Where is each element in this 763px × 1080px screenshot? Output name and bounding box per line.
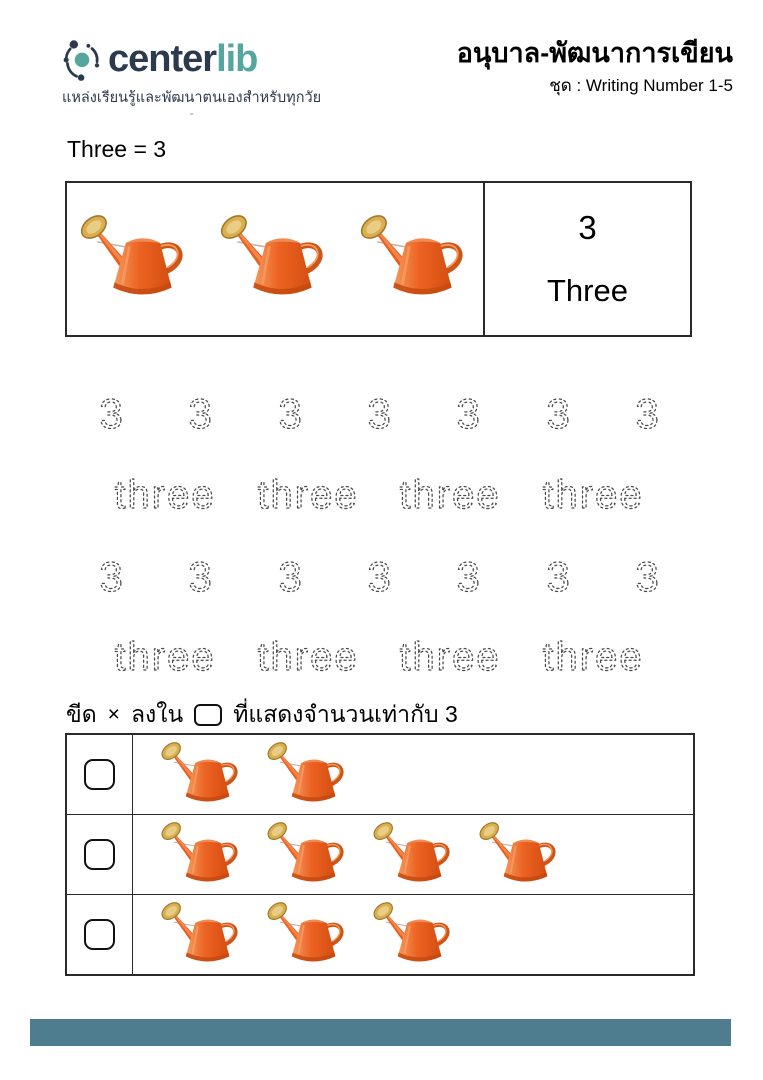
svg-text:3: 3 <box>99 390 123 437</box>
answer-checkbox-3[interactable] <box>84 919 115 950</box>
footer-bar <box>30 1019 731 1046</box>
trace-word <box>523 620 663 686</box>
cross-mark: × <box>107 703 120 726</box>
watering-can-image <box>155 899 249 971</box>
logo-block <box>62 36 322 120</box>
svg-text:three: three <box>399 473 501 517</box>
svg-text:3: 3 <box>456 553 480 600</box>
trace-number <box>79 545 143 603</box>
trace-number <box>526 545 590 603</box>
brand-name <box>108 40 257 78</box>
instruction-part3: ที่แสดงจำนวนเท่ากับ 3 <box>233 701 458 727</box>
trace-word <box>95 620 235 686</box>
checkbox-cell <box>67 735 133 814</box>
watering-can-image <box>155 739 249 811</box>
watering-can-image <box>212 211 338 307</box>
svg-text:3: 3 <box>545 553 570 600</box>
checkbox-cell <box>67 815 133 894</box>
instruction-part2: ลงใน <box>130 701 184 727</box>
svg-text:3: 3 <box>188 390 213 437</box>
trace-number <box>168 382 232 440</box>
trace-number-row-2 <box>65 545 693 603</box>
svg-text:3: 3 <box>188 553 213 600</box>
example-box <box>65 181 692 337</box>
instruction-part1: ขีด <box>66 701 97 727</box>
logo-tagline: แหล่งเรียนรู้และพัฒนาตนเองสำหรับทุกวัย <box>62 90 322 106</box>
watering-can-image <box>473 819 567 891</box>
example-answer-cell <box>483 183 690 335</box>
trace-word <box>238 458 378 524</box>
svg-text:3: 3 <box>367 553 391 600</box>
lesson-heading: Three = 3 <box>67 136 167 162</box>
watering-can-image <box>352 211 478 307</box>
watering-can-image <box>261 819 355 891</box>
svg-text:3: 3 <box>635 390 659 437</box>
svg-text:three: three <box>257 473 359 517</box>
activity-table <box>65 733 695 976</box>
trace-number <box>258 382 322 440</box>
trace-number <box>526 382 590 440</box>
trace-word <box>380 620 520 686</box>
svg-text:three: three <box>114 473 216 517</box>
trace-number <box>436 382 500 440</box>
svg-text:three: three <box>542 473 644 517</box>
watering-can-image <box>155 819 249 891</box>
trace-number <box>258 545 322 603</box>
trace-number <box>79 382 143 440</box>
svg-text:three: three <box>542 635 644 679</box>
trace-number <box>347 545 411 603</box>
inline-box-icon <box>194 704 222 726</box>
trace-word <box>95 458 235 524</box>
activity-row-1 <box>67 735 693 815</box>
brand-name-accent: lib <box>216 38 258 80</box>
trace-word <box>238 620 378 686</box>
svg-text:3: 3 <box>277 390 302 437</box>
trace-number <box>436 545 500 603</box>
svg-text:three: three <box>257 635 359 679</box>
header <box>62 36 733 120</box>
svg-text:three: three <box>399 635 501 679</box>
watering-can-image <box>261 739 355 811</box>
checkbox-cell <box>67 895 133 974</box>
svg-text:3: 3 <box>545 390 570 437</box>
program-title: อนุบาล-พัฒนาการเขียน <box>456 38 733 68</box>
watering-can-image <box>261 899 355 971</box>
trace-number <box>615 382 679 440</box>
svg-text:3: 3 <box>367 390 391 437</box>
example-word: Three <box>547 273 628 308</box>
answer-checkbox-1[interactable] <box>84 759 115 790</box>
cans-cell-1 <box>133 735 693 814</box>
trace-word-row-2 <box>65 620 693 686</box>
example-cans-cell <box>67 183 483 335</box>
example-numeral: 3 <box>578 209 597 246</box>
trace-number-row-1 <box>65 382 693 440</box>
cans-cell-2 <box>133 815 693 894</box>
svg-text:3: 3 <box>99 553 123 600</box>
trace-number <box>347 382 411 440</box>
trace-word <box>523 458 663 524</box>
watering-can-image <box>367 899 461 971</box>
trace-word-row-1 <box>65 458 693 524</box>
activity-row-2 <box>67 815 693 895</box>
trace-number <box>615 545 679 603</box>
trace-number <box>168 545 232 603</box>
watering-can-image <box>72 211 198 307</box>
tagline-dash: - <box>189 106 194 120</box>
svg-text:3: 3 <box>635 553 659 600</box>
trace-word <box>380 458 520 524</box>
activity-row-3 <box>67 895 693 974</box>
cans-cell-3 <box>133 895 693 974</box>
svg-text:3: 3 <box>456 390 480 437</box>
title-block <box>457 38 733 99</box>
watering-can-image <box>367 819 461 891</box>
svg-text:three: three <box>114 635 216 679</box>
answer-checkbox-2[interactable] <box>84 839 115 870</box>
brand-name-primary: center <box>108 38 217 80</box>
set-label: ชุด : Writing Number 1-5 <box>549 76 733 96</box>
svg-text:3: 3 <box>277 553 302 600</box>
activity-instruction <box>66 697 458 733</box>
centerlib-logo-icon <box>62 36 102 82</box>
